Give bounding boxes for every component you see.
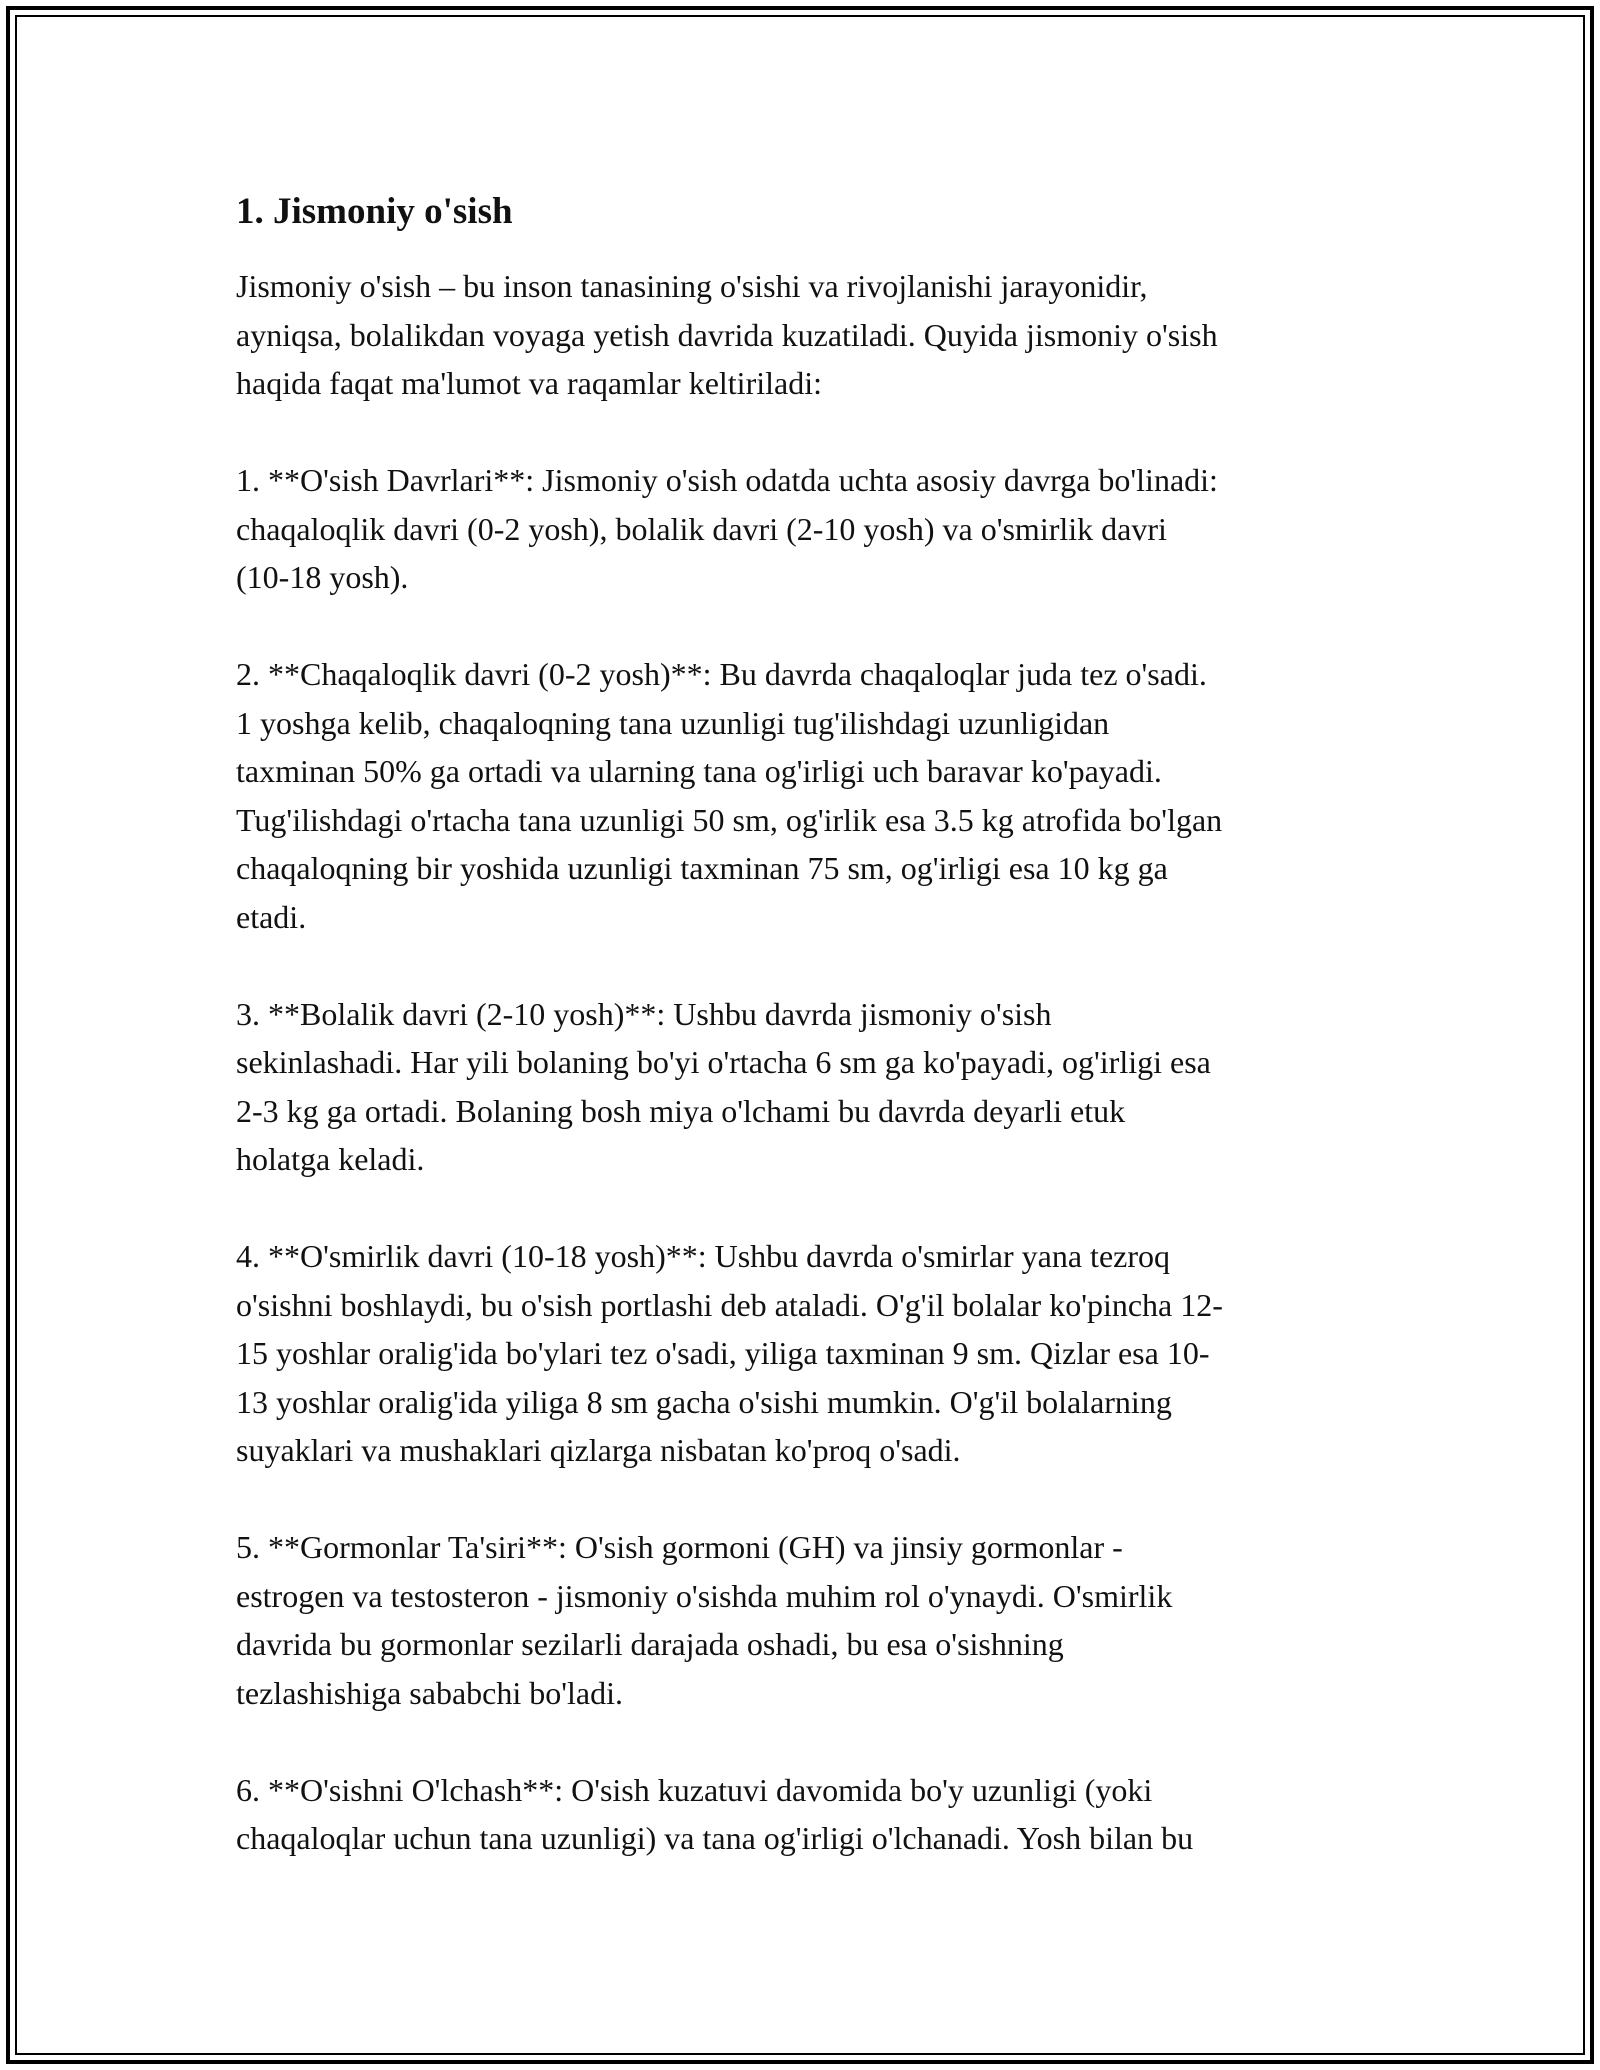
intro-paragraph: Jismoniy o'sish – bu inson tanasining o'sishi va rivojlanishi jarayonidir, ayniqsa, bolalikdan voyaga yetish davrida kuzatiladi. Quyida jismoniy o'sish haqida faqat ma'lumot va raqamlar keltiriladi:: [236, 268, 1218, 401]
list-item-childhood: 3. **Bolalik davri (2-10 yosh)**: Ushbu davrda jismoniy o'sish sekinlashadi. Har yili bolaning bo'yi o'rtacha 6 sm ga ko'payadi, og'irligi esa 2-3 kg ga ortadi. Bolaning bosh miya o'lchami bu davrda deyarli etuk holatga keladi.: [236, 995, 1211, 1177]
list-item-measuring-growth: 6. **O'sishni O'lchash**: O'sish kuzatuvi davomida bo'y uzunligi (yoki chaqaloqlar uchun tana uzunligi) va tana og'irligi o'lchanadi. Yosh bilan bu: [236, 1771, 1194, 1856]
document-body: [236, 186, 1384, 1911]
section-heading: 1. Jismoniy o'sish: [236, 191, 513, 232]
list-item-infancy: 2. **Chaqaloqlik davri (0-2 yosh)**: Bu davrda chaqaloqlar juda tez o'sadi. 1 yoshga kelib, chaqaloqning tana uzunligi tug'ilishdagi uzunligidan taxminan 50% ga ortadi va ularning tana og'irligi uch baravar ko'payadi. Tug'ilishdagi o'rtacha tana uzunligi 50 sm, og'irlik esa 3.5 kg atrofida bo'lgan chaqaloqning bir yoshida uzunligi taxminan 75 sm, og'irligi esa 10 kg ga etadi.: [236, 656, 1223, 935]
list-item-hormones: 5. **Gormonlar Ta'siri**: O'sish gormoni (GH) va jinsiy gormonlar - estrogen va testosteron - jismoniy o'sishda muhim rol o'ynaydi. O'smirlik davrida bu gormonlar sezilarli darajada oshadi, bu esa o'sishning tezlashishiga sababchi bo'ladi.: [236, 1529, 1173, 1711]
list-item-growth-periods: 1. **O'sish Davrlari**: Jismoniy o'sish odatda uchta asosiy davrga bo'linadi: chaqaloqlik davri (0-2 yosh), bolalik davri (2-10 yosh) va o'smirlik davri (10-18 yosh).: [236, 462, 1218, 595]
list-item-adolescence: 4. **O'smirlik davri (10-18 yosh)**: Ushbu davrda o'smirlar yana tezroq o'sishni boshlaydi, bu o'sish portlashi deb ataladi. O'g'il bolalar ko'pincha 12- 15 yoshlar oralig'ida bo'ylari tez o'sadi, yiliga taxminan 9 sm. Qizlar esa 10- 13 yoshlar oralig'ida yiliga 8 sm gacha o'sishi mumkin. O'g'il bolalarning suyaklari va mushaklari qizlarga nisbatan ko'proq o'sadi.: [236, 1238, 1223, 1468]
